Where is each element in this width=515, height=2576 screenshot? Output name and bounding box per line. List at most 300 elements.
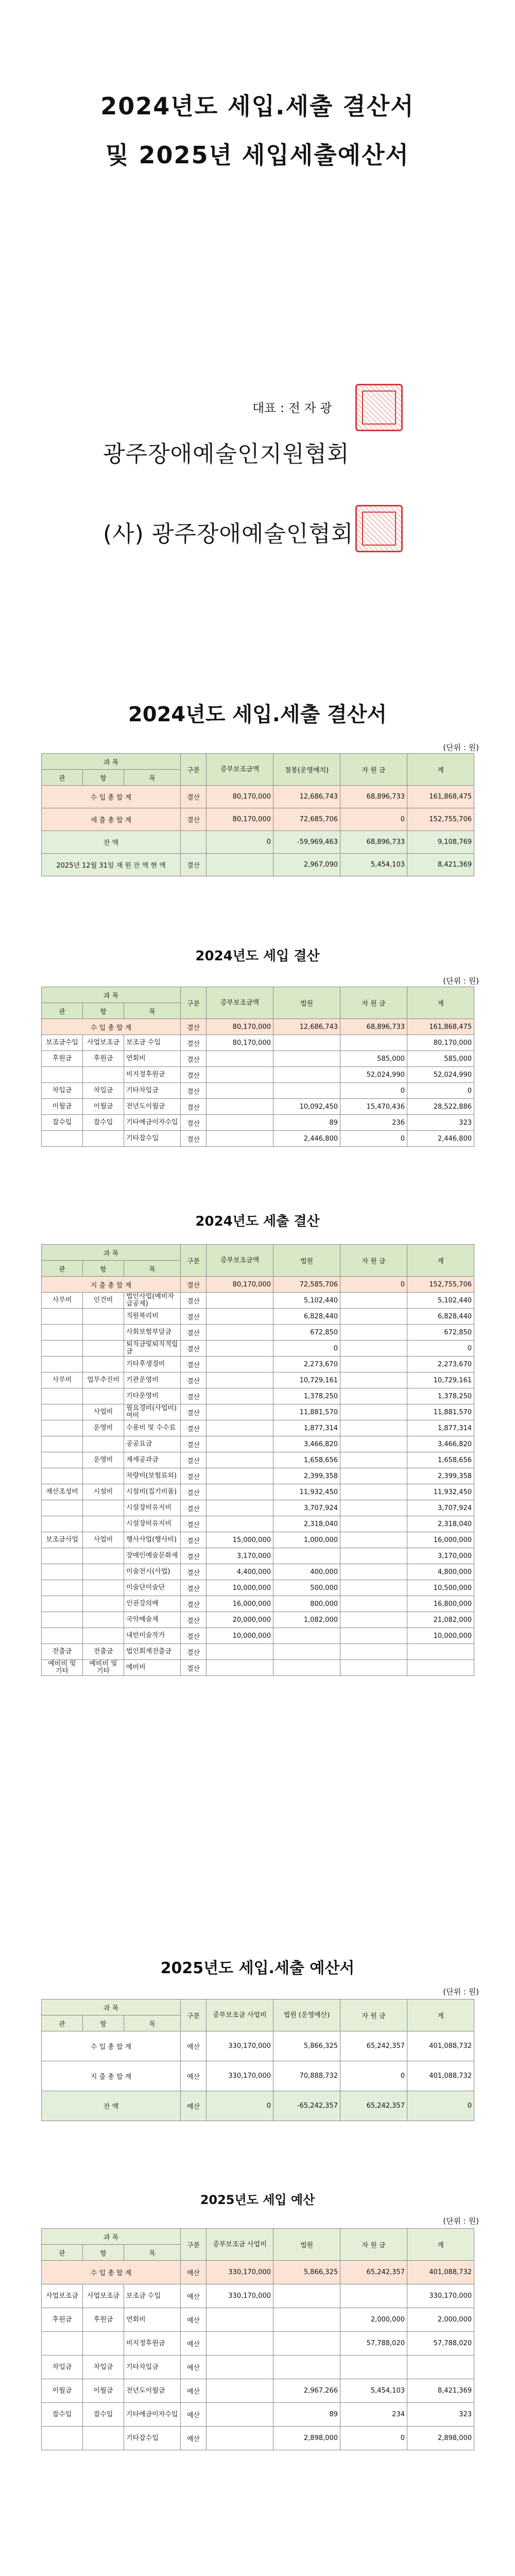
cell-budget: 80,170,000 — [207, 808, 273, 831]
table-row — [42, 1404, 474, 1420]
cell-own — [340, 1532, 407, 1548]
cell-total: 330,170,000 — [407, 2284, 474, 2308]
cell-own: 68,896,733 — [340, 786, 407, 808]
cell-hang: 시설비 — [83, 1484, 124, 1500]
cell-total: 161,868,475 — [407, 1019, 474, 1035]
cell-gwan: 예비비 및 기타 — [42, 1660, 83, 1676]
cell-hang — [83, 1357, 124, 1372]
table-row — [42, 1131, 474, 1147]
cell-gubun: 결산 — [181, 786, 207, 808]
table-body — [42, 2284, 474, 2450]
cell-bonus: 2,446,800 — [273, 1131, 340, 1147]
cell-mok: 법인사업(예비자급공제) — [124, 1293, 181, 1309]
hdr-hang: 항 — [83, 2245, 124, 2261]
cell-own: 236 — [340, 1115, 407, 1131]
row-label: 잔 액 — [42, 831, 181, 854]
table-row — [42, 1067, 474, 1083]
cell-budget — [207, 1293, 273, 1309]
cell-mok: 제세공과금 — [124, 1452, 181, 1468]
cell-budget — [207, 1309, 273, 1325]
cell-gubun: 결산 — [181, 1341, 207, 1357]
cell-bonus: 5,866,325 — [273, 2261, 340, 2284]
cell-gwan: 이월금 — [42, 1099, 83, 1115]
table-row — [42, 2379, 474, 2403]
cell-own: 65,242,357 — [340, 2031, 407, 2061]
cell-hang: 예비비 및 기타 — [83, 1660, 124, 1676]
cell-total: 401,088,732 — [407, 2261, 474, 2284]
cell-gwan — [42, 1357, 83, 1372]
cell-bonus: 2,399,358 — [273, 1468, 340, 1484]
hdr-gubun: 구분 — [181, 754, 207, 786]
cell-gwan — [42, 1596, 83, 1612]
representative-line: 대표 : 전 자 광 — [252, 401, 332, 415]
cell-gubun: 예산 — [181, 2061, 207, 2091]
cell-own — [340, 1628, 407, 1644]
cell-gubun: 결산 — [181, 1067, 207, 1083]
cell-budget: 10,000,000 — [207, 1580, 273, 1596]
cell-budget — [207, 2427, 273, 2450]
cell-hang: 운영비 — [83, 1420, 124, 1436]
table-row — [42, 1516, 474, 1532]
cell-gubun: 예산 — [181, 2332, 207, 2355]
cell-gubun: 결산 — [181, 1660, 207, 1676]
cell-bonus — [273, 2332, 340, 2355]
cell-own — [340, 1644, 407, 1660]
cell-gubun: 결산 — [181, 1325, 207, 1341]
cell-total: 0 — [407, 1083, 474, 1099]
cell-hang — [83, 1067, 124, 1083]
cell-gubun: 예산 — [181, 2031, 207, 2061]
cell-total: 9,108,769 — [407, 831, 474, 854]
cell-own: 585,000 — [340, 1051, 407, 1067]
cell-total: 2,000,000 — [407, 2308, 474, 2332]
cell-total: 401,088,732 — [407, 2061, 474, 2091]
section2-title: 2024년도 세입 결산 — [195, 948, 320, 964]
cell-own — [340, 1420, 407, 1436]
cell-total: 10,729,161 — [407, 1372, 474, 1388]
cell-bonus: 12,686,743 — [273, 786, 340, 808]
cell-gubun: 예산 — [181, 2261, 207, 2284]
hdr-gwamok: 과 목 — [42, 987, 181, 1003]
table-row — [42, 2403, 474, 2427]
cell-mok: 기관운영비 — [124, 1372, 181, 1388]
hdr-gwamok: 과 목 — [42, 1999, 181, 2015]
cell-hang: 운영비 — [83, 1452, 124, 1468]
cell-hang — [83, 2427, 124, 2450]
cell-mok: 행사사업(행사비) — [124, 1532, 181, 1548]
cell-hang: 후원금 — [83, 1051, 124, 1067]
table-row — [42, 1115, 474, 1131]
cell-bonus — [273, 1035, 340, 1051]
cell-own: 234 — [340, 2403, 407, 2427]
table-2025-revenue-budget — [41, 2228, 474, 2450]
cell-gwan: 후원금 — [42, 1051, 83, 1067]
cell-budget: 330,170,000 — [207, 2284, 273, 2308]
cell-gubun: 결산 — [181, 1372, 207, 1388]
cell-gubun: 결산 — [181, 1357, 207, 1372]
cover-title-line1: 2024년도 세입.세출 결산서 — [100, 92, 415, 120]
cell-gubun: 결산 — [181, 1484, 207, 1500]
cell-budget: 15,000,000 — [207, 1532, 273, 1548]
table-row — [42, 1532, 474, 1548]
cell-hang: 잡수입 — [83, 1115, 124, 1131]
cell-own — [340, 1612, 407, 1628]
hdr-total: 계 — [407, 2229, 474, 2261]
cell-bonus: 5,102,440 — [273, 1293, 340, 1309]
cell-total: 2,898,000 — [407, 2427, 474, 2450]
cell-mok: 비지정후원금 — [124, 2332, 181, 2355]
cell-total: 10,500,000 — [407, 1580, 474, 1596]
row-label: 수 입 총 합 계 — [42, 1019, 181, 1035]
table-row — [42, 1325, 474, 1341]
cell-total: 5,102,440 — [407, 1293, 474, 1309]
cell-mok: 퇴직금및퇴직적립금 — [124, 1341, 181, 1357]
cell-budget: 330,170,000 — [207, 2061, 273, 2091]
cell-mok: 차량비(보험료외) — [124, 1468, 181, 1484]
row-label: 수 입 총 합 계 — [42, 2261, 181, 2284]
table-row — [42, 1099, 474, 1115]
hdr-gwan: 관 — [42, 2245, 83, 2261]
cell-budget — [207, 1357, 273, 1372]
table-row — [42, 1468, 474, 1484]
hdr-own: 자 원 금 — [340, 2229, 407, 2261]
cell-gubun: 결산 — [181, 854, 207, 876]
cell-budget — [207, 1051, 273, 1067]
cell-bonus: 10,729,161 — [273, 1372, 340, 1388]
cell-own: 0 — [340, 2061, 407, 2091]
cell-gwan: 차입금 — [42, 2355, 83, 2379]
cell-mok: 기타운영비 — [124, 1388, 181, 1404]
hdr-gwan: 관 — [42, 2015, 83, 2031]
cell-own: 0 — [340, 1277, 407, 1293]
cell-hang: 업무추진비 — [83, 1372, 124, 1388]
cell-budget — [207, 1388, 273, 1404]
cell-hang — [83, 2332, 124, 2355]
cell-gwan: 이월금 — [42, 2379, 83, 2403]
cell-total: 21,082,000 — [407, 1612, 474, 1628]
cell-gubun: 결산 — [181, 1051, 207, 1067]
cover-title-line2: 및 2025년 세입세출예산서 — [106, 141, 409, 169]
cell-gubun: 예산 — [181, 2091, 207, 2121]
cell-budget — [207, 2355, 273, 2379]
cell-gubun: 결산 — [181, 1644, 207, 1660]
cell-budget — [207, 1131, 273, 1147]
table-row — [42, 1452, 474, 1468]
cell-total: 57,788,020 — [407, 2332, 474, 2355]
cell-budget: 330,170,000 — [207, 2261, 273, 2284]
cell-budget — [207, 854, 273, 876]
cell-bonus: 72,585,706 — [273, 1277, 340, 1293]
cell-budget: 80,170,000 — [207, 786, 273, 808]
cell-own: 0 — [340, 2427, 407, 2450]
table-row — [42, 1644, 474, 1660]
cell-total: 323 — [407, 2403, 474, 2427]
cell-total: 6,828,440 — [407, 1309, 474, 1325]
cell-own — [340, 1596, 407, 1612]
cell-total: 2,318,040 — [407, 1516, 474, 1532]
hdr-budget: 증부보조금 사업비 — [207, 1999, 273, 2031]
cell-hang: 이월금 — [83, 2379, 124, 2403]
table-row — [42, 1612, 474, 1628]
cell-own: 0 — [340, 1083, 407, 1099]
cell-total: 80,170,000 — [407, 1035, 474, 1051]
cell-total: 152,755,706 — [407, 1277, 474, 1293]
cell-gwan: 후원금 — [42, 2308, 83, 2332]
cell-own: 65,242,357 — [340, 2261, 407, 2284]
cell-hang: 사업보조금 — [83, 2284, 124, 2308]
cell-hang: 차입금 — [83, 1083, 124, 1099]
cell-bonus: 3,707,924 — [273, 1500, 340, 1516]
cell-mok: 시설비(집기비품) — [124, 1484, 181, 1500]
cell-total: 10,000,000 — [407, 1628, 474, 1644]
cell-gwan — [42, 1612, 83, 1628]
cell-gwan: 잡수입 — [42, 2403, 83, 2427]
cell-gwan — [42, 1388, 83, 1404]
cell-bonus: 89 — [273, 2403, 340, 2427]
cell-hang — [83, 1612, 124, 1628]
cell-gubun: 예산 — [181, 2403, 207, 2427]
cell-mok: 연회비 — [124, 2308, 181, 2332]
cell-own: 68,896,733 — [340, 1019, 407, 1035]
cell-hang — [83, 1596, 124, 1612]
cell-total: 3,466,820 — [407, 1436, 474, 1452]
cell-total: 161,868,475 — [407, 786, 474, 808]
table-row — [42, 2332, 474, 2355]
cell-bonus: 10,092,450 — [273, 1099, 340, 1115]
cell-bonus: 1,378,250 — [273, 1388, 340, 1404]
cell-own — [340, 1293, 407, 1309]
table-row — [42, 2308, 474, 2332]
hdr-bonus: 법원 — [273, 1245, 340, 1277]
hdr-hang: 항 — [83, 770, 124, 786]
cell-gubun: 결산 — [181, 1564, 207, 1580]
hdr-own: 자 원 금 — [340, 987, 407, 1019]
cell-own — [340, 1564, 407, 1580]
table-row — [42, 1341, 474, 1357]
cell-gubun: 결산 — [181, 1115, 207, 1131]
hdr-bonus: 법원 — [273, 2229, 340, 2261]
cell-total: 0 — [407, 2091, 474, 2121]
cell-hang — [83, 1436, 124, 1452]
cell-bonus: -59,969,463 — [273, 831, 340, 854]
cell-total — [407, 2355, 474, 2379]
cell-gubun: 결산 — [181, 1596, 207, 1612]
cell-gwan — [42, 1309, 83, 1325]
cell-gubun: 결산 — [181, 1404, 207, 1420]
cell-budget — [207, 1083, 273, 1099]
table-2025-budget-summary — [41, 1999, 474, 2121]
cell-mok: 내빈미술작가 — [124, 1628, 181, 1644]
hdr-total: 계 — [407, 1245, 474, 1277]
cell-gubun: 결산 — [181, 1452, 207, 1468]
cell-gwan: 사무비 — [42, 1372, 83, 1388]
table-row — [42, 1420, 474, 1436]
cell-own — [340, 1357, 407, 1372]
hdr-hang: 항 — [83, 2015, 124, 2031]
cell-hang — [83, 1309, 124, 1325]
cell-gubun: 예산 — [181, 2379, 207, 2403]
cell-own: 0 — [340, 1131, 407, 1147]
hdr-mok: 목 — [124, 1003, 181, 1019]
cell-hang — [83, 1564, 124, 1580]
cell-budget: 0 — [207, 2091, 273, 2121]
cell-mok: 연회비 — [124, 1051, 181, 1067]
table-row — [42, 1357, 474, 1372]
cell-hang: 사업비 — [83, 1532, 124, 1548]
cell-gubun: 결산 — [181, 1436, 207, 1452]
cell-total: 4,800,000 — [407, 1564, 474, 1580]
cell-mok: 직원복리비 — [124, 1309, 181, 1325]
cell-total: 11,881,570 — [407, 1404, 474, 1420]
cell-budget — [207, 1420, 273, 1436]
cell-total: 16,800,000 — [407, 1596, 474, 1612]
cell-total: 1,378,250 — [407, 1388, 474, 1404]
cell-hang — [83, 1131, 124, 1147]
cell-total: 11,932,450 — [407, 1484, 474, 1500]
cell-hang: 잡수입 — [83, 2403, 124, 2427]
cell-bonus — [273, 1548, 340, 1564]
cell-mok: 수용비 및 수수료 — [124, 1420, 181, 1436]
cell-gubun: 결산 — [181, 1293, 207, 1309]
cell-gubun: 예산 — [181, 2284, 207, 2308]
cell-own — [340, 1500, 407, 1516]
cell-gwan — [42, 1452, 83, 1468]
cell-bonus — [273, 2308, 340, 2332]
cell-gwan — [42, 1341, 83, 1357]
table-row — [42, 1372, 474, 1388]
table-row — [42, 1548, 474, 1564]
cell-budget — [207, 1325, 273, 1341]
cell-bonus — [273, 1067, 340, 1083]
row-label: 수 입 총 합 계 — [42, 786, 181, 808]
cell-mok: 기타예금이자수입 — [124, 1115, 181, 1131]
cell-bonus: 2,273,670 — [273, 1357, 340, 1372]
hdr-total: 계 — [407, 754, 474, 786]
cell-gwan — [42, 2332, 83, 2355]
cell-total: 672,850 — [407, 1325, 474, 1341]
cell-hang — [83, 1548, 124, 1564]
table-row — [42, 1500, 474, 1516]
cell-bonus: -65,242,357 — [273, 2091, 340, 2121]
cell-mok: 기타잡수입 — [124, 2427, 181, 2450]
cell-mok: 전년도이월금 — [124, 2379, 181, 2403]
cell-gubun: 결산 — [181, 1019, 207, 1035]
cell-budget — [207, 1660, 273, 1676]
hdr-gubun: 구분 — [181, 1999, 207, 2031]
table-row — [42, 1628, 474, 1644]
row-label: 지 출 총 합 계 — [42, 2061, 181, 2091]
cell-gubun: 예산 — [181, 2427, 207, 2450]
cell-budget — [207, 2308, 273, 2332]
cell-mok: 법인회계전출금 — [124, 1644, 181, 1660]
cell-gubun: 결산 — [181, 1388, 207, 1404]
cell-gubun: 결산 — [181, 1083, 207, 1099]
cell-own: 15,470,436 — [340, 1099, 407, 1115]
cell-bonus: 1,877,314 — [273, 1420, 340, 1436]
cell-gubun: 결산 — [181, 1309, 207, 1325]
cell-gwan — [42, 1067, 83, 1083]
unit-label-2: (단위 : 원) — [443, 976, 479, 986]
cell-own — [340, 1341, 407, 1357]
cell-gwan — [42, 1580, 83, 1596]
cell-budget: 16,000,000 — [207, 1596, 273, 1612]
cell-own — [340, 1468, 407, 1484]
cell-gubun: 결산 — [181, 1580, 207, 1596]
cell-total: 401,088,732 — [407, 2031, 474, 2061]
cell-mok: 비지정후원금 — [124, 1067, 181, 1083]
cell-hang: 이월금 — [83, 1099, 124, 1115]
cell-gubun: 결산 — [181, 1468, 207, 1484]
cell-bonus: 72,685,706 — [273, 808, 340, 831]
hdr-gubun: 구분 — [181, 1245, 207, 1277]
table-row — [42, 1660, 474, 1676]
cell-hang — [83, 1388, 124, 1404]
cell-own: 0 — [340, 808, 407, 831]
cell-gubun: 결산 — [181, 1500, 207, 1516]
cell-mok: 인권강의배 — [124, 1596, 181, 1612]
row-label: 수 입 총 합 계 — [42, 2031, 181, 2061]
hdr-mok: 목 — [124, 770, 181, 786]
cell-gubun — [181, 831, 207, 854]
cell-total: 152,755,706 — [407, 808, 474, 831]
cell-total: 52,024,990 — [407, 1067, 474, 1083]
cell-budget: 80,170,000 — [207, 1019, 273, 1035]
cell-budget: 3,170,000 — [207, 1548, 273, 1564]
cell-budget — [207, 1516, 273, 1532]
cell-total: 323 — [407, 1115, 474, 1131]
cell-gubun: 결산 — [181, 1277, 207, 1293]
cell-total: 2,399,358 — [407, 1468, 474, 1484]
hdr-bonus: 법원 — [273, 987, 340, 1019]
cell-hang — [83, 1628, 124, 1644]
cell-bonus: 672,850 — [273, 1325, 340, 1341]
hdr-hang: 항 — [83, 1003, 124, 1019]
cell-budget: 330,170,000 — [207, 2031, 273, 2061]
cell-total: 2,446,800 — [407, 1131, 474, 1147]
cell-budget — [207, 1099, 273, 1115]
cell-hang: 후원금 — [83, 2308, 124, 2332]
table-row — [42, 1388, 474, 1404]
section3-title: 2024년도 세출 결산 — [195, 1214, 320, 1229]
cell-own — [340, 1372, 407, 1388]
cell-own: 5,454,103 — [340, 2379, 407, 2403]
cell-bonus: 89 — [273, 1115, 340, 1131]
cell-hang: 차입금 — [83, 2355, 124, 2379]
section1-title: 2024년도 세입.세출 결산서 — [128, 703, 387, 726]
cell-hang: 사업보조금 — [83, 1035, 124, 1051]
cell-own — [340, 1548, 407, 1564]
cell-total — [407, 1644, 474, 1660]
cell-own — [340, 2284, 407, 2308]
cell-mok: 보조금 수입 — [124, 1035, 181, 1051]
cell-gwan — [42, 1420, 83, 1436]
table-2024-revenue-settlement — [41, 987, 474, 1147]
table-row — [42, 1596, 474, 1612]
cell-budget — [207, 2332, 273, 2355]
cell-bonus: 11,932,450 — [273, 1484, 340, 1500]
cell-gwan — [42, 1500, 83, 1516]
cell-total: 3,170,000 — [407, 1548, 474, 1564]
cell-gubun: 결산 — [181, 1035, 207, 1051]
cell-budget: 80,170,000 — [207, 1277, 273, 1293]
cell-budget: 0 — [207, 831, 273, 854]
cell-gwan: 차입금 — [42, 1083, 83, 1099]
cell-bonus: 800,000 — [273, 1596, 340, 1612]
unit-label-4: (단위 : 원) — [443, 2216, 479, 2226]
cell-own — [340, 1516, 407, 1532]
cell-own: 57,788,020 — [340, 2332, 407, 2355]
cell-own — [340, 1388, 407, 1404]
